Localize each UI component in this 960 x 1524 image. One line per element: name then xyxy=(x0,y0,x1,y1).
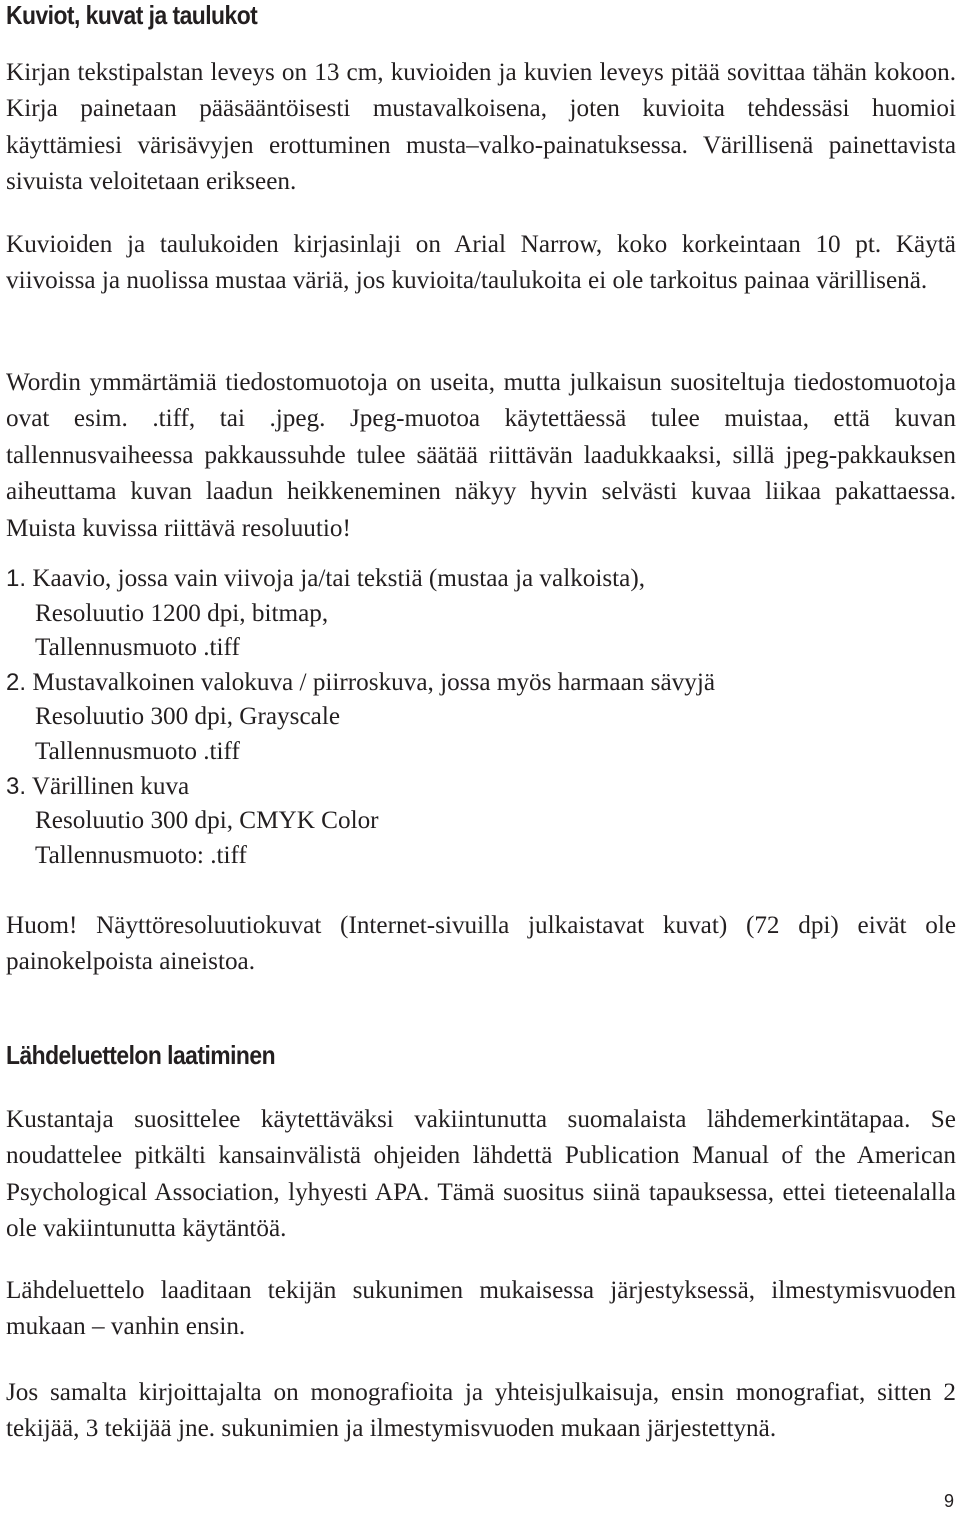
paragraph-note: Huom! Näyttöresoluutiokuvat (Internet-sivuilla julkaistavat kuvat) (72 dpi) eivät ole painokelpoista aineistoa. xyxy=(6,912,956,976)
paragraph-apa: Kustantaja suosittelee käytettäväksi vakiintunutta suomalaista lähdemerkintätapaa. Se noudattelee pitkälti kansainvälistä ohjeiden lähdettä Publication Manual of the American Psychological Association, lyhyesti APA. Tämä suositus siinä tapauksessa, ettei tieteenalalla ole vakiintunutta käytäntöä. xyxy=(6,1106,956,1243)
paragraph-monographs: Jos samalta kirjoittajalta on monografioita ja yhteisjulkaisuja, ensin monografiat, sitten 2 tekijää, 3 tekijää jne. sukunimien ja ilmestymisvuoden mukaan järjestettynä. xyxy=(6,1379,956,1443)
section-heading-references: Lähdeluettelon laatiminen xyxy=(6,1040,276,1070)
list-item-text: Kaavio, jossa vain viivoja ja/tai tekstiä (mustaa ja valkoista), xyxy=(32,565,646,592)
list-item-1 xyxy=(6,562,956,666)
paragraph-file-formats: Wordin ymmärtämiä tiedostomuotoja on useita, mutta julkaisun suositeltuja tiedostomuotoja ovat esim. .tiff, tai .jpeg. Jpeg-muotoa käytettäessä tulee muistaa, että kuvan tallennusvaiheessa pakkaussuhde tulee säätää riittävän laadukkaaksi, sillä jpeg-pakkauksen aiheuttama kuvan laadun heikkeneminen näkyy hyvin selvästi kuvaa liikaa pakattaessa. Muista kuvissa riittävä resoluutio! xyxy=(6,369,956,542)
list-item-text: Värillinen kuva xyxy=(31,772,190,800)
list-item-text: Resoluutio 1200 dpi, bitmap, xyxy=(35,599,329,627)
list-item-3 xyxy=(6,770,956,874)
list-item-text: Tallennusmuoto .tiff xyxy=(35,737,240,765)
list-item-text: Resoluutio 300 dpi, Grayscale xyxy=(35,703,340,731)
list-item-2 xyxy=(6,666,956,770)
paragraph-font-rules: Kuvioiden ja taulukoiden kirjasinlaji on Arial Narrow, koko korkeintaan 10 pt. Käytä viivoissa ja nuolissa mustaa väriä, jos kuvioita/taulukoita ei ole tarkoitus painaa värillisenä. xyxy=(6,231,956,295)
paragraph-ordering: Lähdeluettelo laaditaan tekijän sukunimen mukaisessa järjestyksessä, ilmestymisvuoden mukaan – vanhin ensin. xyxy=(6,1277,956,1341)
page-number: 9 xyxy=(943,1491,954,1511)
list-number: 2. xyxy=(6,668,27,696)
list-number: 1. xyxy=(6,565,27,592)
list-item-text: Tallennusmuoto .tiff xyxy=(35,634,240,662)
list-number: 3. xyxy=(6,772,27,800)
section-heading-figures: Kuviot, kuvat ja taulukot xyxy=(6,0,258,30)
list-item-text: Mustavalkoinen valokuva / piirroskuva, jossa myös harmaan sävyjä xyxy=(32,668,716,696)
paragraph-column-width: Kirjan tekstipalstan leveys on 13 cm, kuvioiden ja kuvien leveys pitää sovittaa tähän kokoon. Kirja painetaan pääsääntöisesti mustavalkoisena, joten kuvioita tehdessäsi huomioi käyttämiesi värisävyjen erottuminen musta–valko-painatuksessa. Värillisenä painettavista sivuista veloitetaan erikseen. xyxy=(6,59,956,196)
list-item-text: Tallennusmuoto: .tiff xyxy=(35,841,247,869)
list-item-text: Resoluutio 300 dpi, CMYK Color xyxy=(35,807,379,835)
image-type-list xyxy=(6,562,956,873)
